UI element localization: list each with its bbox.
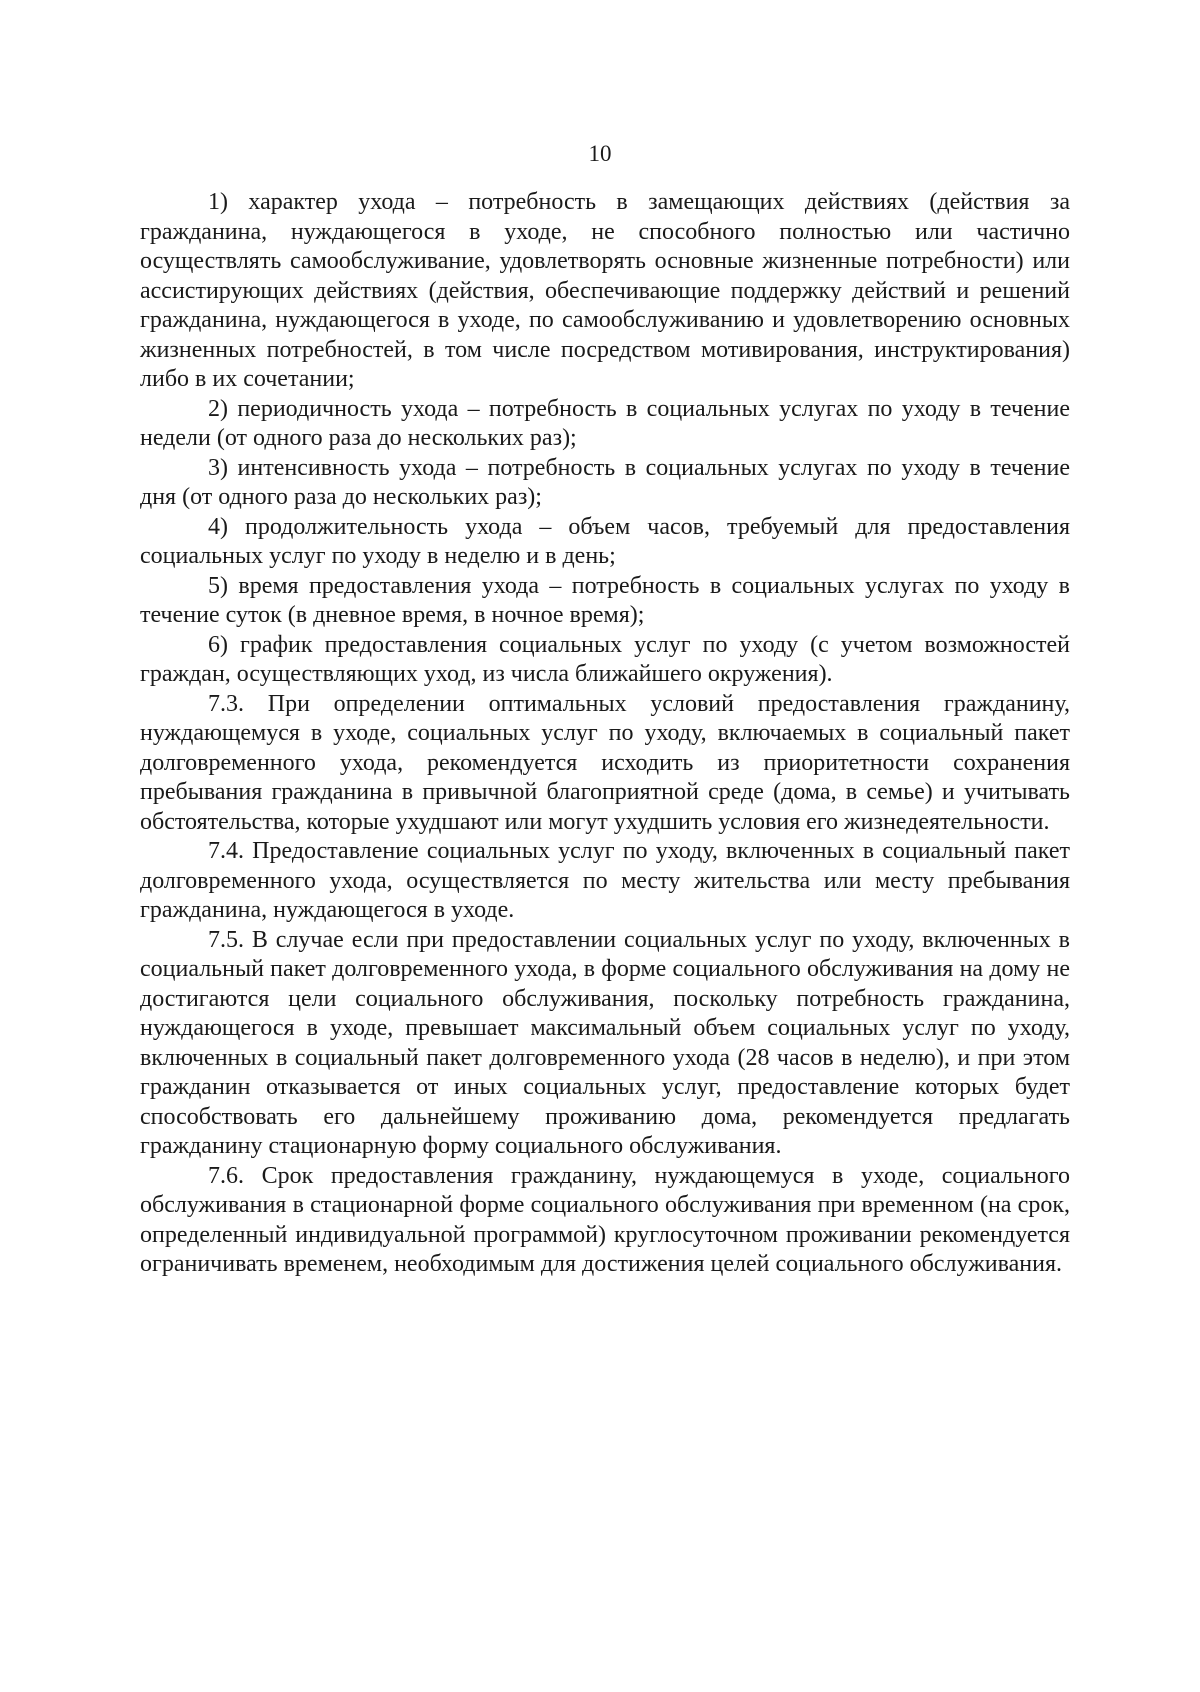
paragraph-care-duration: 4) продолжительность ухода – объем часов, требуемый для предоставления социальных услуг по уходу в неделю и в день; bbox=[140, 513, 1070, 569]
paragraph-care-character: 1) характер ухода – потребность в замещающих действиях (действия за гражданина, нуждающегося в уходе, не способного полностью или частично осуществлять самообслуживание, удовлетворять основные жизненные потребности) или ассистирующих действиях (действия, обеспечивающие поддержку действий и решений гражданина, нуждающегося в уходе, по самообслуживанию и удовлетворению основных жизненных потребностей, в том числе посредством мотивирования, инструктирования) либо в их сочетании; bbox=[140, 189, 1070, 392]
paragraph-section-7-6: 7.6. Срок предоставления гражданину, нуждающемуся в уходе, социального обслуживания в стационарной форме социального обслуживания при временном (на срок, определенный индивидуальной программой) круглосуточном проживании рекомендуется ограничивать временем, необходимым для достижения целей социального обслуживания. bbox=[140, 1162, 1070, 1277]
document-body bbox=[140, 188, 1070, 1280]
paragraph-section-7-5: 7.5. В случае если при предоставлении социальных услуг по уходу, включенных в социальный пакет долговременного ухода, в форме социального обслуживания на дому не достигаются цели социального обслуживания, поскольку потребность гражданина, нуждающегося в уходе, превышает максимальный объем социальных услуг по уходу, включенных в социальный пакет долговременного ухода (28 часов в неделю), и при этом гражданин отказывается от иных социальных услуг, предоставление которых будет способствовать его дальнейшему проживанию дома, рекомендуется предлагать гражданину стационарную форму социального обслуживания. bbox=[140, 926, 1070, 1159]
paragraph-care-intensity: 3) интенсивность ухода – потребность в социальных услугах по уходу в течение дня (от одного раза до нескольких раз); bbox=[140, 454, 1070, 510]
paragraph-care-time: 5) время предоставления ухода – потребность в социальных услугах по уходу в течение суток (в дневное время, в ночное время); bbox=[140, 572, 1070, 628]
paragraph-section-7-3: 7.3. При определении оптимальных условий предоставления гражданину, нуждающемуся в уходе, социальных услуг по уходу, включаемых в социальный пакет долговременного ухода, рекомендуется исходить из приоритетности сохранения пребывания гражданина в привычной благоприятной среде (дома, в семье) и учитывать обстоятельства, которые ухудшают или могут ухудшить условия его жизнедеятельности. bbox=[140, 690, 1070, 835]
paragraph-section-7-4: 7.4. Предоставление социальных услуг по уходу, включенных в социальный пакет долговременного ухода, осуществляется по месту жительства или месту пребывания гражданина, нуждающегося в уходе. bbox=[140, 838, 1070, 923]
page-number: 10 bbox=[588, 141, 612, 166]
paragraph-care-periodicity: 2) периодичность ухода – потребность в социальных услугах по уходу в течение недели (от одного раза до нескольких раз); bbox=[140, 395, 1070, 451]
paragraph-care-schedule: 6) график предоставления социальных услуг по уходу (с учетом возможностей граждан, осуществляющих уход, из числа ближайшего окружения). bbox=[140, 631, 1070, 687]
